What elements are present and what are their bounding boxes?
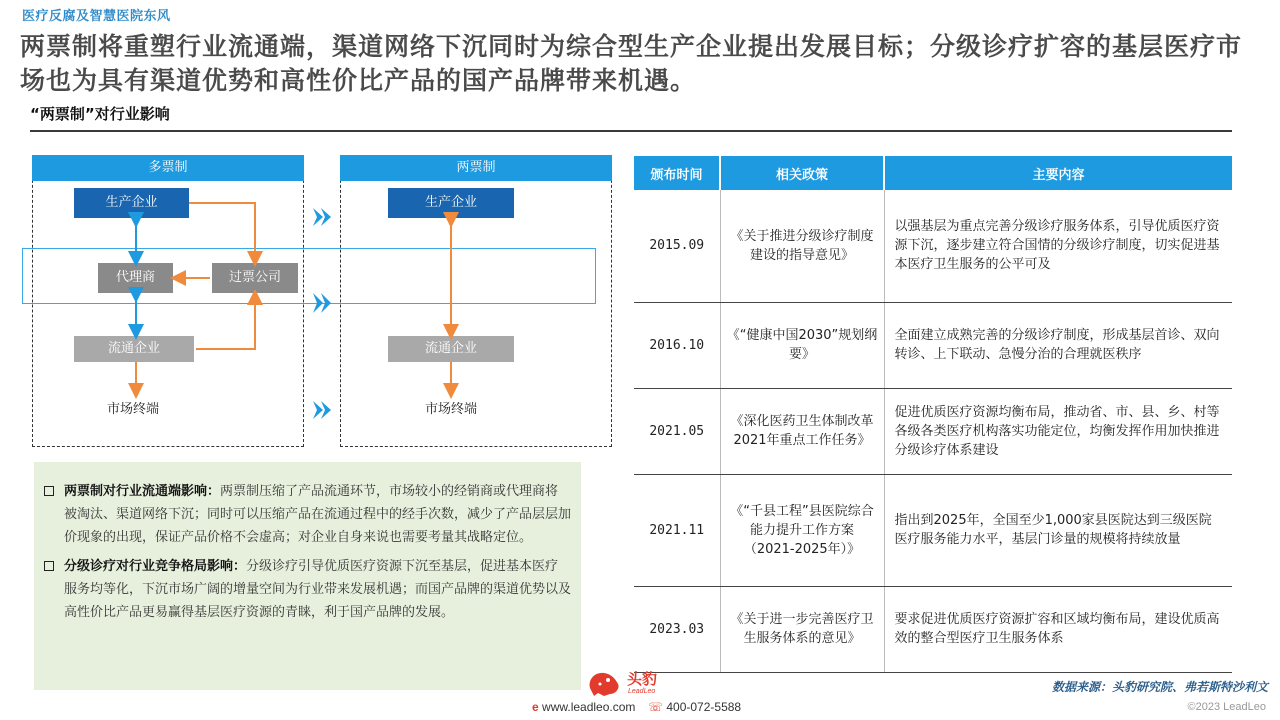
note-text: 两票制压缩了产品流通环节，市场较小的经销商或代理商将被淘汰、渠道网络下沉；同时可以压缩产品在流通过程中的经手次数，减少了产品层层加价现象的出现，保证产品价格不会虚高；对企业自身来说也需要考量其战略定位。 xyxy=(64,484,572,545)
phone-link[interactable] xyxy=(648,700,741,714)
note-item xyxy=(44,480,571,549)
col-content-header: 主要内容 xyxy=(884,156,1232,190)
title-divider xyxy=(30,130,1232,132)
checkbox-icon xyxy=(44,486,54,496)
phone-text: 400-072-5588 xyxy=(666,700,742,714)
note-title: 两票制对行业流通端影响： xyxy=(64,484,221,499)
page-headline: 两票制将重塑行业流通端，渠道网络下沉同时为综合型生产企业提出发展目标；分级诊疗扩容的基层医疗市场也为具有渠道优势和高性价比产品的国产品牌带来机遇。 xyxy=(20,32,1243,95)
policy-table xyxy=(634,156,1232,673)
row-policy: 《“健康中国2030”规划纲要》 xyxy=(720,302,884,388)
row-content: 全面建立成熟完善的分级诊疗制度，形成基层首诊、双向转诊、上下联动、急慢分治的合理就医秩序 xyxy=(884,302,1232,388)
table-row xyxy=(634,474,1232,586)
left-agent-node: 代理商 xyxy=(98,263,173,293)
row-date: 2021.05 xyxy=(634,388,720,474)
row-policy: 《关于推进分级诊疗制度建设的指导意见》 xyxy=(720,190,884,302)
right-terminal-node: 市场终端 xyxy=(388,395,514,425)
table-row xyxy=(634,586,1232,672)
data-source: 数据来源：头豹研究院、弗若斯特沙利文 xyxy=(1051,680,1268,694)
multi-ticket-title: 多票制 xyxy=(32,155,304,181)
note-text: 分级诊疗引导优质医疗资源下沉至基层，促进基本医疗服务均等化，下沉市场广阔的增量空间为行业带来发展机遇；而国产品牌的渠道优势以及高性价比产品更易赢得基层医疗资源的青睐，利于国产品牌的发展。 xyxy=(64,559,572,620)
two-ticket-title: 两票制 xyxy=(340,155,612,181)
row-date: 2015.09 xyxy=(634,190,720,302)
row-policy: 《深化医药卫生体制改革2021年重点工作任务》 xyxy=(720,388,884,474)
copyright: ©2023 LeadLeo xyxy=(1187,701,1266,713)
table-row xyxy=(634,388,1232,474)
notes-box xyxy=(34,462,581,690)
row-content: 以强基层为重点完善分级诊疗服务体系，引导优质医疗资源下沉，逐步建立符合国情的分级诊疗制度，切实促进基本医疗卫生服务的公平可及 xyxy=(884,190,1232,302)
website-link[interactable] xyxy=(532,700,635,714)
row-content: 促进优质医疗资源均衡布局，推动省、市、县、乡、村等各级各类医疗机构落实功能定位，均衡发挥作用加快推进分级诊疗体系建设 xyxy=(884,388,1232,474)
globe-icon: e xyxy=(532,700,539,714)
chart-subtitle: “两票制”对行业影响 xyxy=(30,105,170,123)
note-title: 分级诊疗对行业竞争格局影响： xyxy=(64,559,247,574)
left-ticket-company-node: 过票公司 xyxy=(212,263,298,293)
checkbox-icon xyxy=(44,561,54,571)
right-distributor-node: 流通企业 xyxy=(388,336,514,362)
col-policy-header: 相关政策 xyxy=(720,156,884,190)
left-distributor-node: 流通企业 xyxy=(74,336,194,362)
table-row xyxy=(634,190,1232,302)
phone-icon: ☏ xyxy=(648,700,664,714)
right-producer-node: 生产企业 xyxy=(388,188,514,218)
table-row xyxy=(634,302,1232,388)
logo-text: 头豹 xyxy=(627,670,658,688)
table-header-row xyxy=(634,156,1232,190)
row-content: 要求促进优质医疗资源扩容和区域均衡布局，建设优质高效的整合型医疗卫生服务体系 xyxy=(884,586,1232,672)
row-policy: 《关于进一步完善医疗卫生服务体系的意见》 xyxy=(720,586,884,672)
website-text: www.leadleo.com xyxy=(542,700,636,714)
row-date: 2016.10 xyxy=(634,302,720,388)
section-label: 医疗反腐及智慧医院东风 xyxy=(22,9,171,24)
row-date: 2023.03 xyxy=(634,586,720,672)
left-terminal-node: 市场终端 xyxy=(74,395,192,425)
note-item xyxy=(44,555,571,624)
row-policy: 《“千县工程”县医院综合能力提升工作方案（2021-2025年）》 xyxy=(720,474,884,586)
row-content: 指出到2025年，全国至少1,000家县医院达到三级医院医疗服务能力水平，基层门诊量的规模将持续放量 xyxy=(884,474,1232,586)
left-producer-node: 生产企业 xyxy=(74,188,189,218)
row-date: 2021.11 xyxy=(634,474,720,586)
logo-subtext: LeadLeo xyxy=(628,688,656,695)
col-date-header: 颁布时间 xyxy=(634,156,720,190)
